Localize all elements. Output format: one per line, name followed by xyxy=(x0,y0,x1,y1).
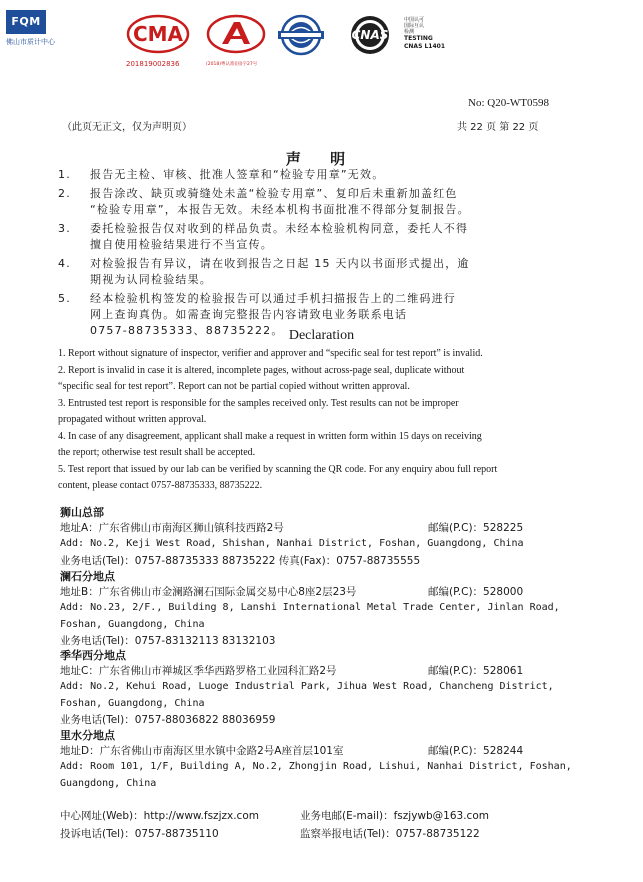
declaration-item-cn xyxy=(58,256,558,288)
location-name: 澜石分地点 xyxy=(60,570,115,583)
cma-code: 201819002836 xyxy=(126,60,180,68)
declaration-item-en: 3. Entrusted test report is responsible for the samples received only. Test results can not be improper propagated without written approval. xyxy=(58,397,459,425)
declaration-item-en: 5. Test report that issued by our lab can be verified by scanning the QR code. For any enquiry abou full report content, please contact 0757-88735333, 88735222. xyxy=(58,463,498,491)
report-note: （此页无正文，仅为声明页） xyxy=(62,122,192,133)
ilac-mra-mark-icon xyxy=(272,14,330,56)
footer-complaint-phone: 投诉电话(Tel)：0757-88735110 xyxy=(60,828,219,840)
item-text: 经本检验机构签发的检验报告可以通过手机扫描报告上的二维码进行 网上查询真伪。如需查询完整报告内容请致电业务联系电话 0757-88735333、88735222。 xyxy=(90,292,456,337)
declaration-list-en xyxy=(58,346,558,495)
address-en: Add: No.2, Kehui Road, Luoge Industrial Park, Jihua West Road, Chancheng District, Foshan, Guangdong, China xyxy=(60,681,554,709)
item-number: 4. xyxy=(58,257,71,270)
ilac-mra-logo xyxy=(272,14,330,60)
location-jihuaxi xyxy=(60,648,580,728)
postal-code: 邮编(P.C)：528225 xyxy=(428,522,524,534)
phone-line: 业务电话(Tel)：0757-88036822 88036959 xyxy=(60,714,276,726)
location-name: 里水分地点 xyxy=(60,729,115,742)
declaration-item-cn xyxy=(58,167,558,183)
footer-website: 中心网址(Web)：http://www.fszjzx.com xyxy=(60,810,259,822)
address-cn xyxy=(60,663,580,679)
address-cn-text: 地址B：广东省佛山市金澜路澜石国际金属交易中心8座2层23号 xyxy=(60,586,357,598)
cma-mark-icon xyxy=(126,14,190,54)
item-text: 委托检验报告仅对收到的样品负责。未经本检验机构同意，委托人不得 擅自使用检验结果进行不当宣传。 xyxy=(90,222,469,251)
phone-line: 业务电话(Tel)：0757-83132113 83132103 xyxy=(60,635,276,647)
location-shishan xyxy=(60,505,580,569)
fqm-logo-caption: 佛山市质计中心 xyxy=(6,38,55,46)
address-cn-text: 地址C：广东省佛山市禅城区季华西路罗格工业园科汇路2号 xyxy=(60,665,337,677)
postal-code: 邮编(P.C)：528000 xyxy=(428,586,524,598)
item-text: 报告无主检、审核、批准人签章和“检验专用章”无效。 xyxy=(90,168,385,181)
cnas-mark-icon xyxy=(338,14,402,56)
address-cn-text: 地址A：广东省佛山市南海区狮山镇科技西路2号 xyxy=(60,522,284,534)
location-lanshi xyxy=(60,569,580,649)
cnas-logo-text: CNAS xyxy=(351,28,389,42)
postal-code: 邮编(P.C)：528061 xyxy=(428,665,524,677)
address-cn xyxy=(60,520,580,536)
cal-logo xyxy=(206,14,266,67)
address-cn-text: 地址D：广东省佛山市南海区里水镇中金路2号A座首层101室 xyxy=(60,745,344,757)
report-pages: 共 22 页 第 22 页 xyxy=(457,122,539,133)
cnas-side-cn-2: 国际互认 xyxy=(404,23,425,29)
item-number: 1. xyxy=(58,168,71,181)
declaration-item-en: 4. In case of any disagreement, applicant shall make a request in written form within 15 days on receiving the report; otherwise test result shall be accepted. xyxy=(58,430,482,458)
declaration-item-cn xyxy=(58,186,558,218)
declaration-item-en: 2. Report is invalid in case it is altered, incomplete pages, without across-page seal, duplicate without “specific seal for test report”. Report can not be partial copied without written approval. xyxy=(58,364,465,392)
declaration-title-cn: 声 明 xyxy=(285,150,358,168)
postal-code: 邮编(P.C)：528244 xyxy=(428,745,524,757)
address-cn xyxy=(60,584,580,600)
phone-line: 业务电话(Tel)：0757-88735333 88735222 传真(Fax)：0757-88735555 xyxy=(60,554,421,567)
declaration-title-en: Declaration xyxy=(288,328,355,343)
cnas-side-en-1: TESTING xyxy=(404,35,433,42)
item-text: 对检验报告有异议，请在收到报告之日起 15 天内以书面形式提出，逾 期视为认同检验结果。 xyxy=(90,257,470,286)
item-number: 3. xyxy=(58,222,71,235)
location-name: 季华西分地点 xyxy=(60,649,126,662)
cnas-side-cn-1: 中国认可 xyxy=(404,17,425,23)
item-text: 报告涂改、缺页或骑缝处未盖“检验专用章”、复印后未重新加盖红色 “检验专用章”，本报告无效。未经本机构书面批准不得部分复制报告。 xyxy=(90,187,470,216)
cnas-side-text xyxy=(404,17,464,51)
address-cn xyxy=(60,743,580,759)
item-number: 2. xyxy=(58,187,71,200)
footer-line-1 xyxy=(60,808,489,824)
cnas-logo xyxy=(338,14,402,60)
address-en: Add: No.23, 2/F., Building 8, Lanshi International Metal Trade Center, Jinlan Road, Foshan, Guangdong, China xyxy=(60,602,560,630)
location-name: 狮山总部 xyxy=(60,506,104,519)
cnas-side-en-2: CNAS L1401 xyxy=(404,43,446,50)
cal-caption: (2018)粤认准(国)字27号 xyxy=(206,62,258,67)
fqm-logo xyxy=(6,10,58,47)
declaration-item-cn xyxy=(58,221,558,253)
report-number: No: Q20-WT0598 xyxy=(468,97,549,109)
footer-supervision-phone: 监察举报电话(Tel)：0757-88735122 xyxy=(300,828,480,840)
fqm-logo-text: FQM xyxy=(6,10,46,34)
declaration-list-cn xyxy=(58,167,558,339)
cma-logo-text: CMA xyxy=(132,22,184,46)
footer-line-2 xyxy=(60,826,480,842)
address-en: Add: No.2, Keji West Road, Shishan, Nanhai District, Foshan, Guangdong, China xyxy=(60,538,524,549)
item-number: 5. xyxy=(58,292,71,305)
cma-logo xyxy=(126,14,190,68)
address-en: Add: Room 101, 1/F, Building A, No.2, Zhongjin Road, Lishui, Nanhai District, Foshan, Guangdong, China xyxy=(60,761,572,789)
certification-logos xyxy=(0,0,643,70)
footer-email: 业务电邮(E-mail)：fszjywb@163.com xyxy=(300,810,489,822)
cnas-side-cn-3: 检测 xyxy=(404,29,415,35)
location-lishui xyxy=(60,728,580,792)
cal-mark-icon xyxy=(206,14,266,54)
declaration-item-en: 1. Report without signature of inspector, verifier and approver and “specific seal for test report” is invalid. xyxy=(58,348,483,359)
